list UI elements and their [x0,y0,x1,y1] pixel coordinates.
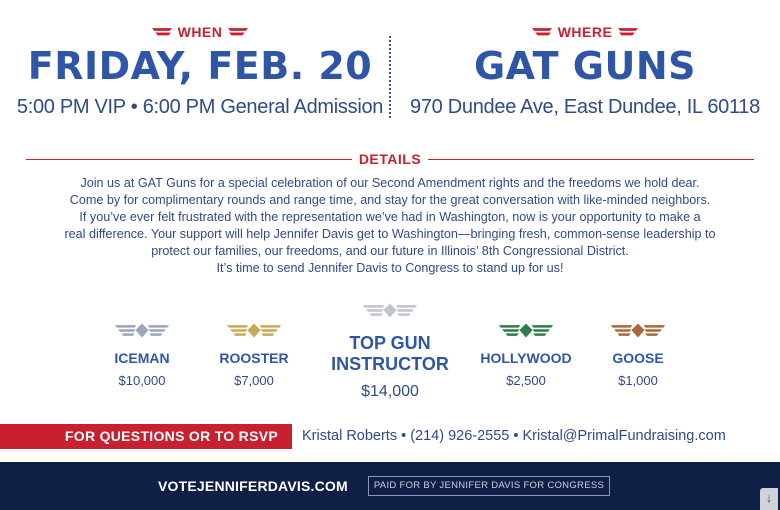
hollywood-wings-icon [499,322,553,339]
venue-name: GAT GUNS [473,44,697,88]
paid-for-disclaimer: PAID FOR BY JENNIFER DAVIS FOR CONGRESS [368,476,610,496]
tier-amount: $7,000 [234,373,274,388]
iceman-wings-icon [115,322,169,339]
campaign-website[interactable]: VOTEJENNIFERDAVIS.COM [158,478,348,494]
tier-topgun [325,302,455,401]
details-body [10,175,770,277]
details-line: It’s time to send Jennifer Davis to Congress to stand up for us! [216,261,564,275]
details-line: protect our families, our freedoms, and our future in Illinois’ 8th Congressional District. [151,244,629,258]
tier-amount: $2,500 [506,373,546,388]
wing-left-icon [532,27,552,37]
when-label-row [20,24,380,40]
tier-name: TOP GUN INSTRUCTOR [331,333,449,374]
tier-name: HOLLYWOOD [480,350,572,366]
tier-hollywood [476,322,576,388]
event-times: 5:00 PM VIP • 6:00 PM General Admission [16,96,384,118]
wing-left-icon [152,27,172,37]
tier-name: GOOSE [612,350,664,366]
footer-bar [0,462,780,510]
details-line: Come by for complimentary rounds and range time, and stay for the great conversation with like-minded neighbors. [69,193,711,207]
where-label-row [405,24,765,40]
details-label: DETAILS [358,151,422,167]
rsvp-label-bar [0,424,292,449]
tier-name: ROOSTER [219,350,289,366]
tier-amount: $14,000 [361,383,419,400]
when-label: WHEN [177,24,223,40]
tier-name: ICEMAN [114,350,170,366]
tier-goose [596,322,680,388]
details-rule-left [26,159,352,160]
download-arrow-icon[interactable]: ↓ [760,488,778,510]
goose-wings-icon [611,322,665,339]
venue-address: 970 Dundee Ave, East Dundee, IL 60118 [410,96,760,118]
vertical-divider [389,36,391,118]
event-date: FRIDAY, FEB. 20 [27,44,373,88]
details-line: If you’ve ever felt frustrated with the representation we’ve had in Washington, now is your opportunity to make a [79,210,701,224]
rsvp-contact: Kristal Roberts • (214) 926-2555 • Kristal@PrimalFundraising.com [302,428,726,444]
rooster-wings-icon [227,322,281,339]
wing-right-icon [228,27,248,37]
details-rule-right [428,159,754,160]
details-line: Join us at GAT Guns for a special celebration of our Second Amendment rights and the freedoms we hold dear. [80,176,700,190]
tier-amount: $1,000 [618,373,658,388]
topgun-wings-icon [363,302,417,319]
tier-rooster [210,322,298,388]
rsvp-label: FOR QUESTIONS OR TO RSVP [64,428,278,444]
where-label: WHERE [557,24,613,40]
wing-right-icon [618,27,638,37]
tier-amount: $10,000 [118,373,166,388]
details-line: real difference. Your support will help Jennifer Davis get to Washington—bringing fresh, common-sense leadership to [64,227,716,241]
tier-iceman [100,322,184,388]
